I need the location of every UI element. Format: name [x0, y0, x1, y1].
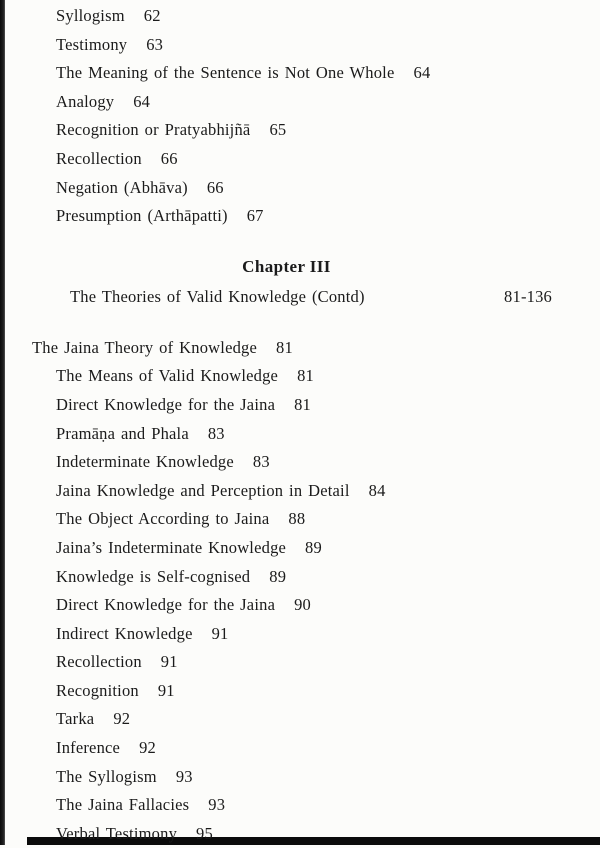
toc-entry-page: 84 — [368, 480, 386, 500]
toc-entry-label: Indeterminate Knowledge — [56, 452, 234, 472]
toc-entry-page: 64 — [133, 91, 151, 111]
toc-entry — [0, 791, 600, 820]
toc-entry-page: 92 — [113, 709, 131, 729]
toc-entry — [0, 174, 600, 203]
toc-entry-label: The Syllogism — [56, 766, 157, 786]
toc-entry-label: Recognition — [56, 680, 139, 700]
toc-entry-label: Tarka — [56, 709, 95, 729]
toc-entry-label: Negation (Abhāva) — [56, 177, 188, 197]
toc-entry-label: Recognition or Pratyabhijñā — [56, 120, 251, 140]
toc-entry — [0, 705, 600, 734]
toc-section-list — [0, 334, 600, 848]
toc-entry-page: 63 — [146, 34, 164, 54]
toc-entry — [0, 620, 600, 649]
toc-entry — [0, 477, 600, 506]
toc-entry-page: 91 — [157, 680, 175, 700]
toc-entry — [0, 31, 600, 60]
chapter-entry-pages: 81-136 — [504, 287, 552, 307]
toc-entry-page: 81 — [294, 394, 311, 414]
toc-entry-label: Jaina Knowledge and Perception in Detail — [56, 480, 350, 500]
toc-entry-label: Syllogism — [56, 6, 125, 25]
toc-entry-page: 93 — [208, 795, 226, 815]
toc-entry-label: Recollection — [56, 148, 142, 168]
toc-entry — [0, 763, 600, 792]
toc-entry-page: 93 — [175, 766, 193, 786]
toc-entry — [0, 145, 600, 174]
toc-entry — [0, 734, 600, 763]
toc-entry — [0, 820, 600, 848]
chapter-entry-label: The Theories of Valid Knowledge (Contd) — [70, 287, 365, 307]
toc-entry-label: The Meaning of the Sentence is Not One Whole — [56, 63, 395, 83]
toc-entry-label: Direct Knowledge for the Jaina — [56, 595, 276, 615]
toc-entry-label: Analogy — [56, 91, 115, 111]
toc-entry — [0, 591, 600, 620]
toc-entry — [0, 505, 600, 534]
toc-entry — [0, 563, 600, 592]
toc-entry-label: Presumption (Arthāpatti) — [56, 206, 228, 226]
toc-entry-page: 66 — [160, 148, 178, 168]
toc-top-list — [0, 2, 600, 231]
toc-entry — [0, 116, 600, 145]
toc-entry-label: Testimony — [56, 34, 128, 54]
toc-entry-label: The Jaina Theory of Knowledge — [32, 337, 258, 357]
toc-entry-page: 81 — [297, 366, 314, 386]
toc-entry-page: 62 — [143, 6, 161, 25]
toc-entry-label: The Jaina Fallacies — [56, 795, 190, 815]
toc-entry-page: 83 — [207, 423, 225, 443]
chapter-heading: Chapter III — [242, 256, 331, 276]
toc-entry-page: 95 — [196, 823, 213, 843]
toc-entry-page: 89 — [269, 566, 287, 586]
toc-entry-page: 67 — [246, 206, 264, 226]
toc-entry-page: 66 — [206, 177, 224, 197]
toc-entry-page: 90 — [294, 595, 311, 615]
toc-entry-label: Inference — [56, 738, 121, 758]
toc-entry-label: Direct Knowledge for the Jaina — [56, 394, 276, 414]
toc-entry — [0, 88, 600, 117]
toc-entry — [0, 334, 600, 363]
toc-entry-label: Knowledge is Self-cognised — [56, 566, 251, 586]
toc-entry — [0, 534, 600, 563]
toc-entry — [0, 202, 600, 231]
toc-entry — [0, 391, 600, 420]
toc-entry-label: The Object According to Jaina — [56, 509, 270, 529]
toc-entry-page: 83 — [252, 452, 270, 472]
toc-entry-page: 89 — [305, 537, 322, 557]
toc-entry-label: Pramāṇa and Phala — [56, 423, 189, 443]
toc-entry-label: Recollection — [56, 652, 142, 672]
toc-entry — [0, 420, 600, 449]
toc-entry-page: 88 — [288, 509, 306, 529]
toc-entry — [0, 362, 600, 391]
toc-entry-page: 65 — [269, 120, 287, 140]
toc-entry — [0, 648, 600, 677]
chapter-entry — [0, 283, 600, 312]
toc-entry — [0, 677, 600, 706]
toc-entry-label: The Means of Valid Knowledge — [56, 366, 279, 386]
toc-entry-label: Verbal Testimony — [56, 823, 178, 843]
toc-entry — [0, 59, 600, 88]
toc-entry-page: 64 — [413, 63, 431, 83]
toc-entry-page: 91 — [211, 623, 229, 643]
toc-entry-page: 92 — [139, 738, 156, 758]
toc-entry-label: Jaina’s Indeterminate Knowledge — [56, 537, 287, 557]
toc-entry-label: Indirect Knowledge — [56, 623, 193, 643]
toc-entry-page: 81 — [276, 337, 293, 357]
toc-entry-page: 91 — [160, 652, 178, 672]
toc-entry — [0, 2, 600, 31]
toc-entry — [0, 448, 600, 477]
